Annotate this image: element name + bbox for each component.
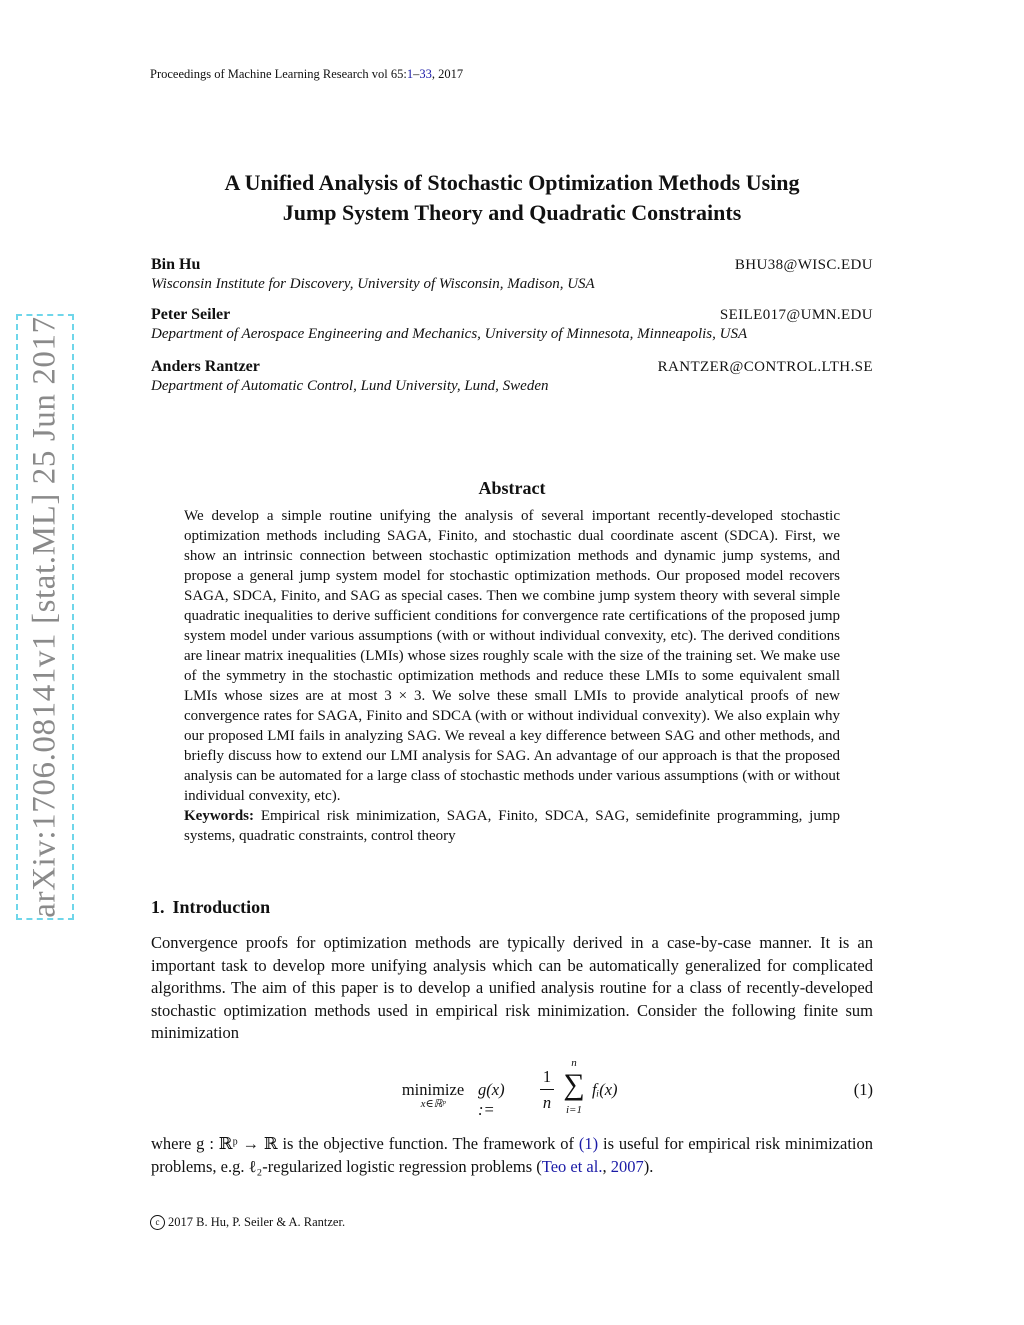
fraction-bar bbox=[540, 1089, 554, 1090]
citation-separator: , bbox=[602, 1156, 611, 1176]
section-heading-introduction bbox=[151, 897, 270, 918]
header-venue: Proceedings of Machine Learning Research vol 65: bbox=[150, 67, 407, 81]
introduction-paragraph bbox=[151, 932, 873, 1045]
author-email[interactable]: SEILE017@UMN.EDU bbox=[719, 307, 873, 323]
author-block-1 bbox=[151, 256, 873, 293]
header-page-start-link[interactable]: 1 bbox=[406, 67, 414, 81]
proceedings-header bbox=[150, 67, 463, 82]
fraction-numerator: 1 bbox=[542, 1067, 552, 1086]
equation-lhs: g(x) := bbox=[478, 1080, 505, 1119]
author-block-3 bbox=[151, 358, 873, 395]
author-block-2 bbox=[151, 306, 873, 343]
text-part-3: ). bbox=[643, 1156, 654, 1176]
citation-year-link[interactable]: 2007 bbox=[610, 1156, 644, 1176]
post-equation-text bbox=[151, 1133, 873, 1178]
arxiv-identifier: arXiv:1706.08141v1 [stat.ML] 25 Jun 2017 bbox=[26, 316, 63, 918]
author-affiliation: Department of Automatic Control, Lund University, Lund, Sweden bbox=[151, 378, 549, 394]
copyright-text: 2017 B. Hu, P. Seiler & A. Rantzer. bbox=[168, 1215, 346, 1229]
equation-term: fᵢ(x) bbox=[592, 1080, 618, 1099]
author-email[interactable]: RANTZER@CONTROL.LTH.SE bbox=[657, 359, 873, 375]
author-name: Bin Hu bbox=[151, 256, 201, 273]
author-name: Anders Rantzer bbox=[151, 358, 260, 375]
text-part-2: is useful for empirical risk minimization problems, e.g. ℓ₂-regularized logistic regression problems ( bbox=[151, 1134, 873, 1176]
intro-text: Convergence proofs for optimization methods are typically derived in a case-by-case manner. It is an important task to develop more unifying analysis which can be automatically generalized for complicated algorithms. The aim of this paper is to develop a unified analysis routine for a class of recently-developed stochastic optimization methods used in empirical risk minimization. Consider the following finite sum minimization bbox=[151, 933, 873, 1043]
author-affiliation: Department of Aerospace Engineering and Mechanics, University of Minnesota, Minneapolis, USA bbox=[151, 326, 748, 342]
sum-symbol: ∑ bbox=[563, 1068, 585, 1101]
post-equation-paragraph bbox=[151, 1133, 873, 1178]
keywords-label: Keywords: bbox=[184, 808, 254, 824]
minimize-operator bbox=[398, 1080, 468, 1110]
author-email[interactable]: BHU38@WISC.EDU bbox=[734, 257, 873, 273]
abstract-text: We develop a simple routine unifying the analysis of several important recently-developed stochastic optimization methods including SAGA, Finito, and stochastic dual coordinate ascent (SDCA). First, we show an intrinsic connection between stochastic optimization methods and dynamic jump systems, and propose a general jump system model for stochastic optimization methods. Our proposed model recovers SAGA, SDCA, Finito, and SAG as special cases. Then we combine jump system theory with several simple quadratic inequalities to derive sufficient conditions for convergence rate certifications of the proposed jump system model under various assumptions (with or without individual convexity, etc). The derived conditions are linear matrix inequalities (LMIs) whose sizes roughly scale with the size of the training set. We make use of the symmetry in the stochastic optimization methods and reduce these LMIs to some equivalent small LMIs whose sizes are at most 3 × 3. We solve these small LMIs to provide analytical proofs of new convergence rates for SAGA, Finito and SDCA (with or without individual convexity). We also explain why our proposed LMI fails in analyzing SAG. We reveal a key difference between SAG and other methods, and briefly discuss how to extend our LMI analysis for SAG. An advantage of our approach is that the proposed analysis can be automated for a large class of stochastic methods under various assumptions (with or without individual convexity, etc). bbox=[184, 508, 840, 804]
section-title: Introduction bbox=[172, 897, 271, 917]
minimize-word: minimize bbox=[401, 1080, 465, 1099]
keywords-text: Empirical risk minimization, SAGA, Finito, SDCA, SAG, semidefinite programming, jump systems, quadratic constraints, control theory bbox=[184, 808, 841, 844]
equation-number: (1) bbox=[853, 1080, 873, 1099]
title-line-2: Jump System Theory and Quadratic Constraints bbox=[282, 200, 742, 225]
equation-ref-link[interactable]: (1) bbox=[578, 1134, 599, 1153]
author-affiliation: Wisconsin Institute for Discovery, University of Wisconsin, Madison, USA bbox=[151, 276, 595, 292]
citation-author-link[interactable]: Teo et al. bbox=[541, 1156, 603, 1176]
abstract-body bbox=[184, 506, 840, 846]
copyright-symbol: c bbox=[150, 1215, 165, 1230]
copyright-notice bbox=[150, 1215, 345, 1230]
text-part-1: where g : ℝᵖ → ℝ is the objective function. The framework of bbox=[151, 1134, 579, 1153]
abstract-heading: Abstract bbox=[478, 478, 546, 498]
author-name: Peter Seiler bbox=[151, 306, 231, 323]
section-number: 1. bbox=[151, 897, 165, 917]
sum-lower-limit: i=1 bbox=[566, 1104, 582, 1116]
keywords-line bbox=[184, 806, 840, 846]
equation-1 bbox=[0, 1057, 1024, 1121]
sum-upper-limit: n bbox=[571, 1057, 577, 1069]
header-dash: – bbox=[413, 67, 420, 81]
minimize-subscript: x∈ℝᵖ bbox=[420, 1098, 446, 1110]
paper-title bbox=[0, 168, 1024, 228]
fraction-denominator: n bbox=[542, 1093, 552, 1112]
title-line-1: A Unified Analysis of Stochastic Optimization Methods Using bbox=[224, 170, 800, 195]
arxiv-sidebar-stamp bbox=[16, 314, 74, 920]
header-page-end-link[interactable]: 33 bbox=[419, 67, 432, 81]
header-year: , 2017 bbox=[431, 67, 464, 81]
